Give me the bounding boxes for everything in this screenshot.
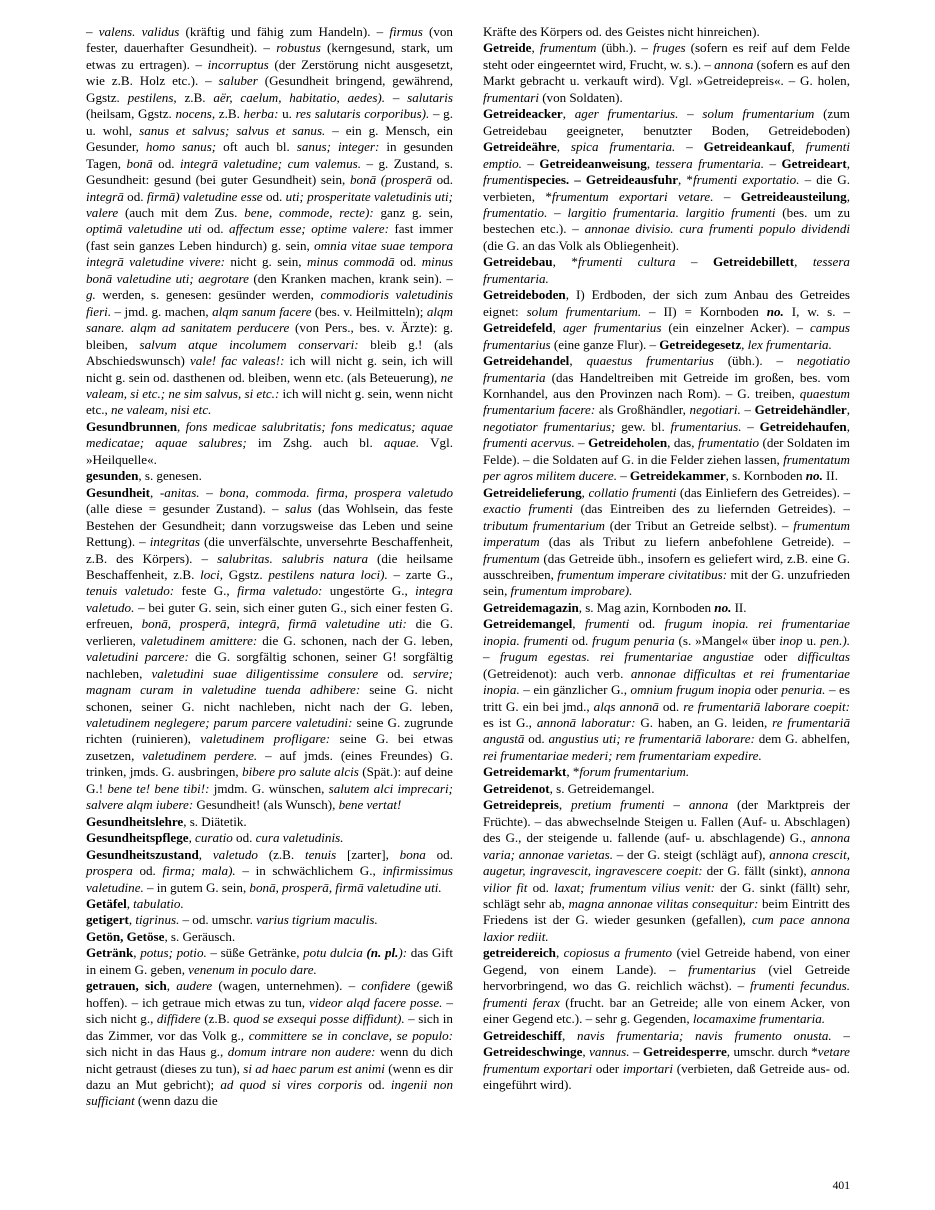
dictionary-entry: Getreidebau, *frumenti cultura – Getreidebillett, tessera frumentaria. (483, 254, 850, 286)
dictionary-entry: Gesundheit, -anitas. – bona, commoda. firma, prospera valetudo (alle diese = gesunder Zustand). – salus (das Wohlsein, das feste Bestehen der Gesundheit; dann vorzugsweise das Leben und seine Rettung). – integritas (die unverfälschte, unversehrte Beschaffenheit, z.B. des Körpers). – salubritas. salubris natura (die heilsame Beschaffenheit, z.B. loci, Ggstz. pestilens natura loci). – zarte G., tenuis valetudo: feste G., firma valetudo: ungestörte G., integra valetudo. – bei guter G. sein, sich einer guten G., sich einer festen G. erfreuen, bonā, prosperā, integrā, firmā valetudine uti: die G. verlieren, valetudinem amittere: die G. schonen, nach der G. leben, valetudini parcere: die G. sorgfältig schonen, seiner G! sorgfältig nachleben, valetudini suae diligentissime consulere od. servire; magnam curam in valetudine tuenda adhibere: seine G. nicht schonen, seiner G. nicht nachleben, nicht nach der G. leben, valetudinem neglegere; parum parcere valetudini: seine G. zugrunde richten (ruinieren), valetudinem profligare: seine G. bei etwas zusetzen, valetudinem perdere. – auf jmds. (eines Freundes) G. trinken, jmds. G. ausbringen, bibere pro salute alcis (Spät.): auf deine G.! bene te! bene tibi!: jmdm. G. wünschen, salutem alci imprecari; salvere alqm iubere: Gesundheit! (als Wunsch), bene vertat! (86, 484, 454, 813)
dictionary-entry: Getreidenot, s. Getreidemangel. (483, 780, 655, 796)
dictionary-entry: Getreidehandel, quaestus frumentarius (übh.). – negotiatio frumentaria (das Handeltreiben mit Getreide im großen, bes. vom Kornhandel, aus den Provinzen nach Rom). – G. treiben, quaestum frumentarium facere: als Großhändler, negotiari. – Getreidehändler, negotiator frumentarius; gew. bl. frumentarius. – Getreidehaufen, frumenti acervus. – Getreideholen, das, frumentatio (der Soldaten im Felde). – die Soldaten auf G. in die Felder ziehen lassen, frumentatum per agros militem ducere. – Getreidekammer, s. Kornboden no. II. (483, 353, 850, 484)
dictionary-entry: getigert, tigrinus. – od. umschr. varius tigrium maculis. (86, 912, 378, 928)
dictionary-entry: Gesundheitslehre, s. Diätetik. (86, 813, 247, 829)
right-column (483, 24, 850, 1110)
dictionary-entry: Gesundheitspflege, curatio od. cura valetudinis. (86, 830, 344, 846)
dictionary-entry: Gesundheitszustand, valetudo (z.B. tenuis [zarter], bona od. prospera od. firma; mala). – in schwächlichem G., infirmissimus valetudine. – in gutem G. sein, bonā, prosperā, firmā valetudine uti. (86, 846, 454, 895)
dictionary-entry: Getränk, potus; potio. – süße Getränke, potu dulcia (n. pl.): das Gift in einem G. geben, venenum in poculo dare. (86, 945, 453, 977)
dictionary-entry: Getreidelieferung, collatio frumenti (das Einliefern des Getreides). – exactio frumenti (das Eintreiben des zu liefernden Getreides). – tributum frumentarium (der Tribut an Getreide selbst). – frumentum imperatum (das als Tribut zu liefern anbefohlene Getreide). – frumentum (das Getreide übh., insofern es geliefert wird, z.B. eine G. ausschreiben, frumentum imperare civitatibus: mit der G. unzufrieden sein, frumentum improbare). (483, 484, 851, 599)
dictionary-entry: Getäfel, tabulatio. (86, 896, 184, 912)
dictionary-entry: getrauen, sich, audere (wagen, unternehmen). – confidere (gewiß hoffen). – ich getraue mich etwas zu tun, videor alqd facere posse. – sich nicht g., diffidere (z.B. quod se exsequi posse diffidunt). – sich in das Zimmer, vor das Volk g., committere se in conclave, se populo: sich nicht in das Haus g., domum intrare non audere: wenn du dich nicht getraust (dieses zu tun), si ad haec parum est animi (wenn es dir dazu an Mut gebricht); ad quod si vires corporis od. ingenii non sufficiant (wenn dazu die (86, 978, 453, 1109)
continued-entry: Kräfte des Körpers od. des Geistes nicht hinreichen). (483, 24, 760, 39)
dictionary-entry: Getreideboden, I) Erdboden, der sich zum Anbau des Getreides eignet: solum frumentarium. – II) = Kornboden no. I, w. s. – Getreidefeld, ager frumentarius (ein einzelner Acker). – campus frumentarius (eine ganze Flur). – Getreidegesetz, lex frumentaria. (483, 287, 851, 352)
dictionary-entry: Getreidepreis, pretium frumenti – annona (der Marktpreis der Früchte). – das abwechselnde Steigen u. Fallen (Auf- u. Abschlagen) des G., der steigende u. fallende (auf- u. abschlagende) G., annona varia; annonae varietas. – der G. steigt (schlägt auf), annona crescit, augetur, ingravescit, ingravescere coepit: der G. fällt (sinkt), annona vilior fit od. laxat; frumentum vilius venit: der G. sinkt (fällt) sehr, schlägt sehr ab, magna annonae vilitas consequitur: beim Eintritt des Friedens ist der G. wieder gesunken (gefallen), cum pace annona laxior rediit. (483, 797, 850, 944)
dictionary-entry: gesunden, s. genesen. (86, 468, 202, 484)
page-number: 401 (832, 1179, 850, 1192)
page-columns (86, 24, 850, 1110)
dictionary-entry: Getön, Getöse, s. Geräusch. (86, 928, 236, 944)
dictionary-entry: Getreidemagazin, s. Mag azin, Kornboden no. II. (483, 599, 747, 615)
left-column (86, 24, 453, 1110)
dictionary-entry: Getreidemangel, frumenti od. frugum inopia. rei frumentariae inopia. frumenti od. frugum penuria (s. »Mangel« über inop u. pen.). – frugum egestas. rei frumentariae angustiae oder difficultas (Getreidenot): auch verb. annonae difficultas et rei frumentariae inopia. – ein gänzlicher G., omnium frugum inopia oder penuria. – es tritt G. ein bei jmd., alqs annonā od. re frumentariā laborare coepit: es ist G., annonā laboratur: G. haben, an G. leiden, re frumentariā angustā od. angustius uti; re frumentariā laborare: dem G. abhelfen, rei frumentariae mederi; rem frumentariam expedire. (483, 616, 850, 763)
dictionary-entry: Getreide, frumentum (übh.). – fruges (sofern es reif auf dem Felde steht oder eingeerntet wird, Frucht, w. s.). – annona (sofern es auf den Markt gebracht u. verkauft wird). Vgl. »Getreidepreis«. – G. holen, frumentari (von Soldaten). (483, 40, 850, 105)
dictionary-entry: getreidereich, copiosus a frumento (viel Getreide habend, von einer Gegend, von einem Lande). – frumentarius (viel Getreide hervorbringend, wo das G. reichlich wächst). – frumenti fecundus. frumenti ferax (frucht. bar an Getreide; alle von einem Acker, von einer Gegend etc.). – sehr g. Gegenden, locamaxime frumentaria. (483, 945, 850, 1027)
continued-entry: – valens. validus (kräftig und fähig zum Handeln). – firmus (von fester, dauerhafter Gesundheit). – robustus (kerngesund, stark, um etwas zu ertragen). – incorruptus (der Zerstörung nicht ausgesetzt, wie z.B. Holz etc.). – saluber (Gesundheit bringend, gewährend, Ggstz. pestilens, z.B. aër, caelum, habitatio, aedes). – salutaris (heilsam, Ggstz. nocens, z.B. herba: u. res salutaris corporibus). – g. u. wohl, sanus et salvus; salvus et sanus. – ein g. Mensch, ein Gesunder, homo sanus; oft auch bl. sanus; integer: in gesunden Tagen, bonā od. integrā valetudine; cum valemus. – g. Zustand, s. Gesundheit: gesund (bei guter Gesundheit) sein, bonā (prosperā od. integrā od. firmā) valetudine esse od. uti; prosperitate valetudinis uti; valere (auch mit dem Zus. bene, commode, recte): ganz g. sein, optimā valetudine uti od. affectum esse; optime valere: fast immer (fast sein ganzes Leben hindurch) g. sein, omnia vitae suae tempora integrā valetudine vivere: nicht g. sein, minus commodā od. minus bonā valetudine uti; aegrotare (den Kranken machen, krank sein). – g. werden, s. genesen: gesünder werden, commodioris valetudinis fieri. – jmd. g. machen, alqm sanum facere (bes. v. Heilmitteln); alqm sanare. alqm ad sanitatem perducere (von Pers., bes. v. Ärzte): g. bleiben, salvum atque incolumem conservari: bleib g.! (als Abschiedswunsch) vale! fac valeas!: ich will nicht g. sein, ich will nicht g. sein od. dasthenen od. bleiben, wenn etc. (als Beteuerung), ne valeam, si etc.; ne sim salvus, si etc.: ich will nicht g. sein, wenn nicht etc., ne valeam, nisi etc. (86, 24, 454, 418)
dictionary-entry: Gesundbrunnen, fons medicae salubritatis; fons medicatus; aquae medicatae; aquae salubres; im Zshg. auch bl. aquae. Vgl. »Heilquelle«. (86, 418, 454, 467)
dictionary-entry: Getreideschiff, navis frumentaria; navis frumento onusta. – Getreideschwinge, vannus. – Getreidesperre, umschr. durch *vetare frumentum exportari oder importari (verbieten, daß Getreide aus- od. eingeführt wird). (483, 1027, 851, 1092)
dictionary-entry: Getreidemarkt, *forum frumentarium. (483, 764, 690, 780)
dictionary-entry: Getreideacker, ager frumentarius. – solum frumentarium (zum Getreidebau geeigneter, benutzter Boden, Getreideboden) Getreideähre, spica frumentaria. – Getreideankauf, frumenti emptio. – Getreideanweisung, tessera frumentaria. – Getreideart, frumentispecies. – Getreideausfuhr, *frumenti exportatio. – die G. verbieten, *frumentum exportari vetare. – Getreideausteilung, frumentatio. – largitio frumentaria. largitio frumenti (bes. um zu bestechen etc.). – annonae divisio. cura frumenti populo dividendi (die G. an das Volk als Obliegenheit). (483, 106, 851, 253)
